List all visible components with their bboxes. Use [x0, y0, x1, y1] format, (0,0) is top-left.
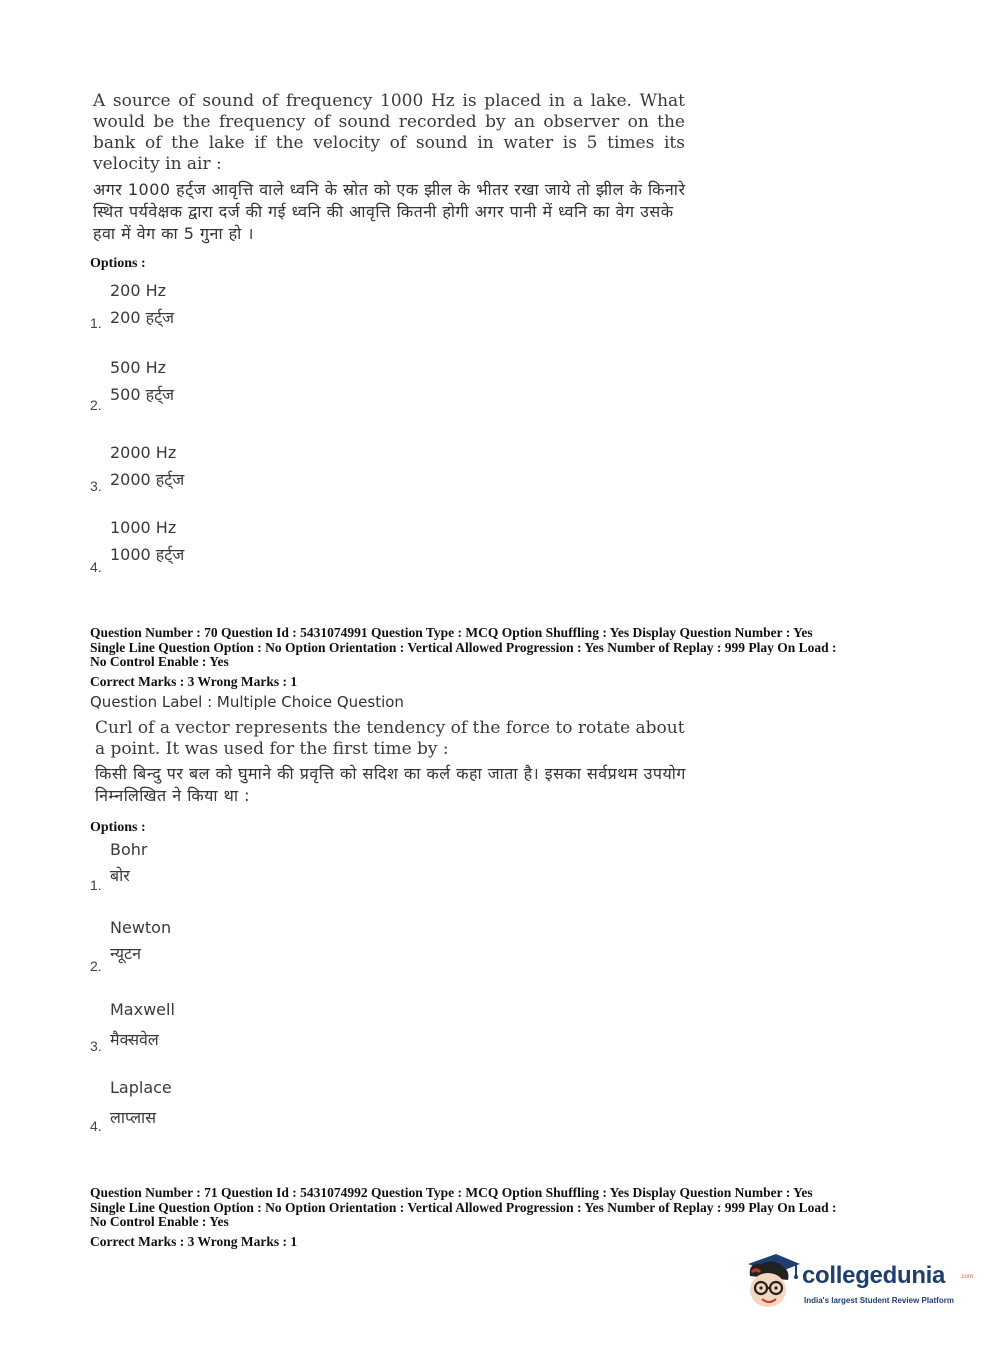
option-1-number: 1. — [90, 877, 102, 893]
question-71-marks: Correct Marks : 3 Wrong Marks : 1 — [90, 1234, 298, 1249]
logo-com: .com — [960, 1274, 974, 1280]
option-1-en: 200 Hz — [110, 281, 167, 300]
option-3-hi: मैक्सवेल — [110, 1030, 159, 1049]
logo-wordmark: collegedunia — [802, 1262, 946, 1289]
option-2-hi: न्यूटन — [110, 944, 141, 963]
question-70-marks: Correct Marks : 3 Wrong Marks : 1 — [90, 674, 298, 689]
option-3-number: 3. — [90, 478, 102, 494]
question-70-meta-line-1: Question Number : 70 Question Id : 5431074991 Question Type : MCQ Option Shuffling : Yes Display Question Number : Yes — [90, 625, 813, 640]
option-3-number: 3. — [90, 1038, 102, 1054]
question-71-meta-line-3: No Control Enable : Yes — [90, 1214, 229, 1229]
option-4-number: 4. — [90, 1118, 102, 1134]
question-71-meta-line-2: Single Line Question Option : No Option Orientation : Vertical Allowed Progression : Yes Number of Replay : 999 Play On Load : — [90, 1200, 837, 1215]
collegedunia-logo — [742, 1250, 972, 1320]
option-3-en: Maxwell — [110, 1000, 175, 1019]
question-69-text-en: A source of sound of frequency 1000 Hz is placed in a lake. What would be the frequency of sound recorded by an observer on the bank of the lake if the velocity of sound in water is 5 times its velocity in air : — [93, 91, 685, 174]
option-3-hi: 2000 हर्ट्ज — [110, 470, 185, 489]
question-70-text-en: Curl of a vector represents the tendency of the force to rotate about a point. It was used for the first time by : — [95, 718, 685, 759]
option-1-en: Bohr — [110, 840, 148, 859]
mascot-icon — [742, 1250, 802, 1312]
options-label-q70: Options : — [90, 820, 146, 835]
logo-tagline: India's largest Student Review Platform — [804, 1296, 954, 1305]
option-4-hi: 1000 हर्ट्ज — [110, 545, 185, 564]
option-1-number: 1. — [90, 315, 102, 331]
option-1-hi: 200 हर्ट्ज — [110, 308, 175, 327]
option-1-hi: बोर — [110, 866, 130, 885]
option-4-en: Laplace — [110, 1078, 172, 1097]
option-4-en: 1000 Hz — [110, 518, 177, 537]
question-71-meta-line-1: Question Number : 71 Question Id : 5431074992 Question Type : MCQ Option Shuffling : Yes Display Question Number : Yes — [90, 1185, 813, 1200]
option-4-hi: लाप्लास — [110, 1108, 157, 1127]
option-2-en: 500 Hz — [110, 358, 167, 377]
question-69-text-hi: अगर 1000 हर्ट्ज आवृत्ति वाले ध्वनि के स्रोत को एक झील के भीतर रखा जाये तो झील के किनारे स्थित पर्यवेक्षक द्वारा दर्ज की गई ध्वनि की आवृत्ति कितनी होगी अगर पानी में ध्वनि का वेग उसके हवा में वेग का 5 गुना हो । — [93, 180, 686, 243]
option-2-hi: 500 हर्ट्ज — [110, 385, 175, 404]
option-2-en: Newton — [110, 918, 172, 937]
option-3-en: 2000 Hz — [110, 443, 177, 462]
question-70-label: Question Label : Multiple Choice Question — [90, 693, 404, 711]
option-2-number: 2. — [90, 397, 102, 413]
option-2-number: 2. — [90, 958, 102, 974]
options-label: Options : — [90, 256, 146, 271]
option-4-number: 4. — [90, 559, 102, 575]
question-70-meta-line-3: No Control Enable : Yes — [90, 654, 229, 669]
question-70-meta-line-2: Single Line Question Option : No Option Orientation : Vertical Allowed Progression : Yes Number of Replay : 999 Play On Load : — [90, 640, 837, 655]
question-70-text-hi: किसी बिन्दु पर बल को घुमाने की प्रवृत्ति को सदिश का कर्ल कहा जाता है। इसका सर्वप्रथम उपयोग निम्नलिखित ने किया था : — [95, 764, 686, 805]
